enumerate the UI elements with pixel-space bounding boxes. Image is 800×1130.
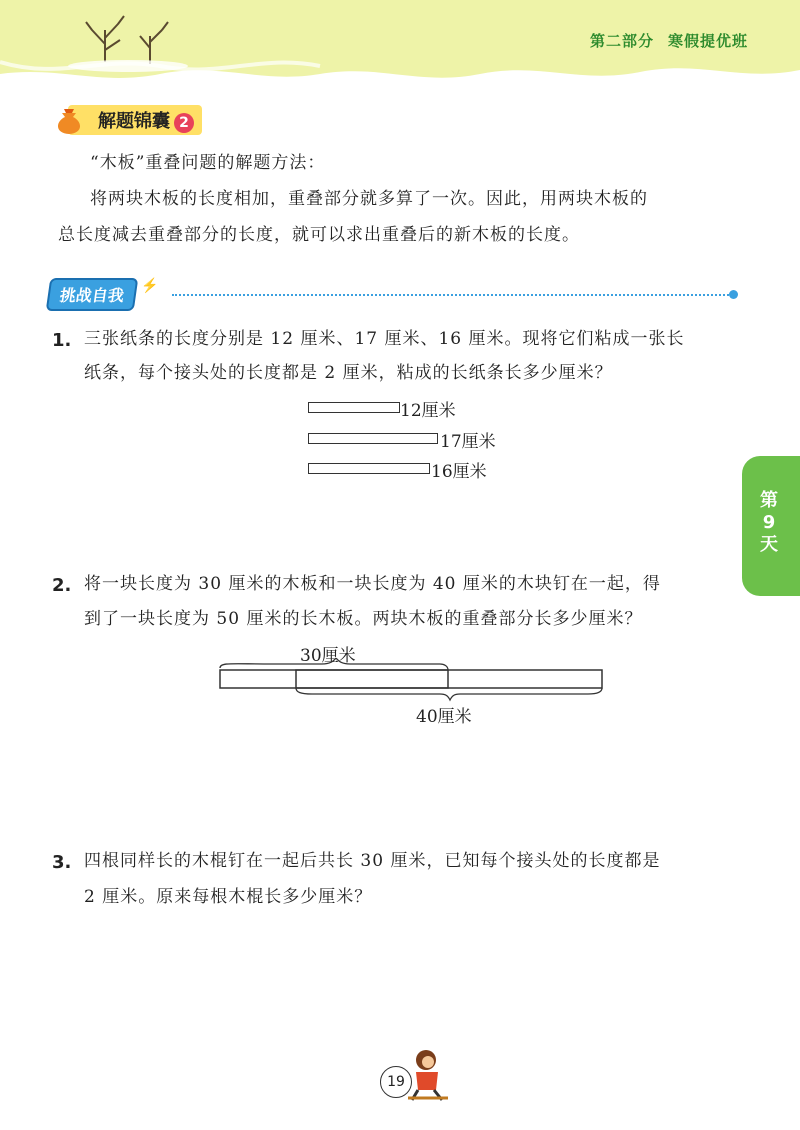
tips-label: [68, 105, 202, 135]
board-diagram: [212, 658, 612, 702]
tips-badge: [52, 104, 202, 136]
lightning-icon: ⚡: [141, 278, 159, 294]
strip-1-label: 12厘米: [400, 401, 456, 421]
brace-40: [296, 688, 602, 700]
strip-3: [308, 463, 430, 474]
tips-label-text: 解题锦囊: [98, 111, 170, 132]
tips-line-2: 总长度减去重叠部分的长度，就可以求出重叠后的新木板的长度。: [58, 225, 580, 245]
tips-line-1: 将两块木板的长度相加，重叠部分就多算了一次。因此，用两块木板的: [90, 189, 648, 209]
day-tab-char-1: 第: [760, 490, 778, 511]
question-2-line-2: 到了一块长度为 50 厘米的长木板。两块木板的重叠部分长多少厘米？: [84, 609, 643, 629]
tips-intro: “木板”重叠问题的解题方法：: [90, 153, 326, 173]
board-40-label: 40厘米: [416, 707, 472, 727]
board-30: [220, 670, 448, 688]
question-1-number: 1.: [52, 330, 72, 351]
day-tab-char-3: 天: [760, 534, 778, 555]
header-series: 寒假提优班: [667, 32, 748, 50]
divider-end-dot: [729, 290, 738, 299]
challenge-header: [48, 278, 159, 311]
question-3-number: 3.: [52, 852, 72, 873]
strip-2-label: 17厘米: [440, 432, 496, 452]
day-tab-label: [754, 490, 784, 556]
strip-3-label: 16厘米: [431, 462, 487, 482]
question-3-line-1: 四根同样长的木棍钉在一起后共长 30 厘米，已知每个接头处的长度都是: [84, 851, 661, 871]
page-number: 19: [380, 1066, 412, 1098]
money-bag-icon: [52, 103, 86, 137]
challenge-label: 挑战自我: [46, 278, 139, 311]
header-text: [576, 30, 748, 51]
mascot-icon: [404, 1046, 450, 1102]
question-2-number: 2.: [52, 575, 72, 596]
question-2-line-1: 将一块长度为 30 厘米的木板和一块长度为 40 厘米的木块钉在一起，得: [84, 574, 661, 594]
strip-2: [308, 433, 438, 444]
strip-1: [308, 402, 400, 413]
tips-number: 2: [174, 113, 194, 133]
question-1-line-2: 纸条，每个接头处的长度都是 2 厘米，粘成的长纸条长多少厘米？: [84, 363, 613, 383]
board-30-label: 30厘米: [300, 646, 356, 666]
header-section: 第二部分: [589, 32, 654, 50]
day-tab-char-2: 9: [762, 512, 776, 533]
question-3-line-2: 2 厘米。原来每根木棍长多少厘米？: [84, 887, 373, 907]
brace-30: [220, 658, 448, 670]
challenge-divider: [172, 294, 732, 296]
question-1-line-1: 三张纸条的长度分别是 12 厘米、17 厘米、16 厘米。现将它们粘成一张长: [84, 329, 685, 349]
